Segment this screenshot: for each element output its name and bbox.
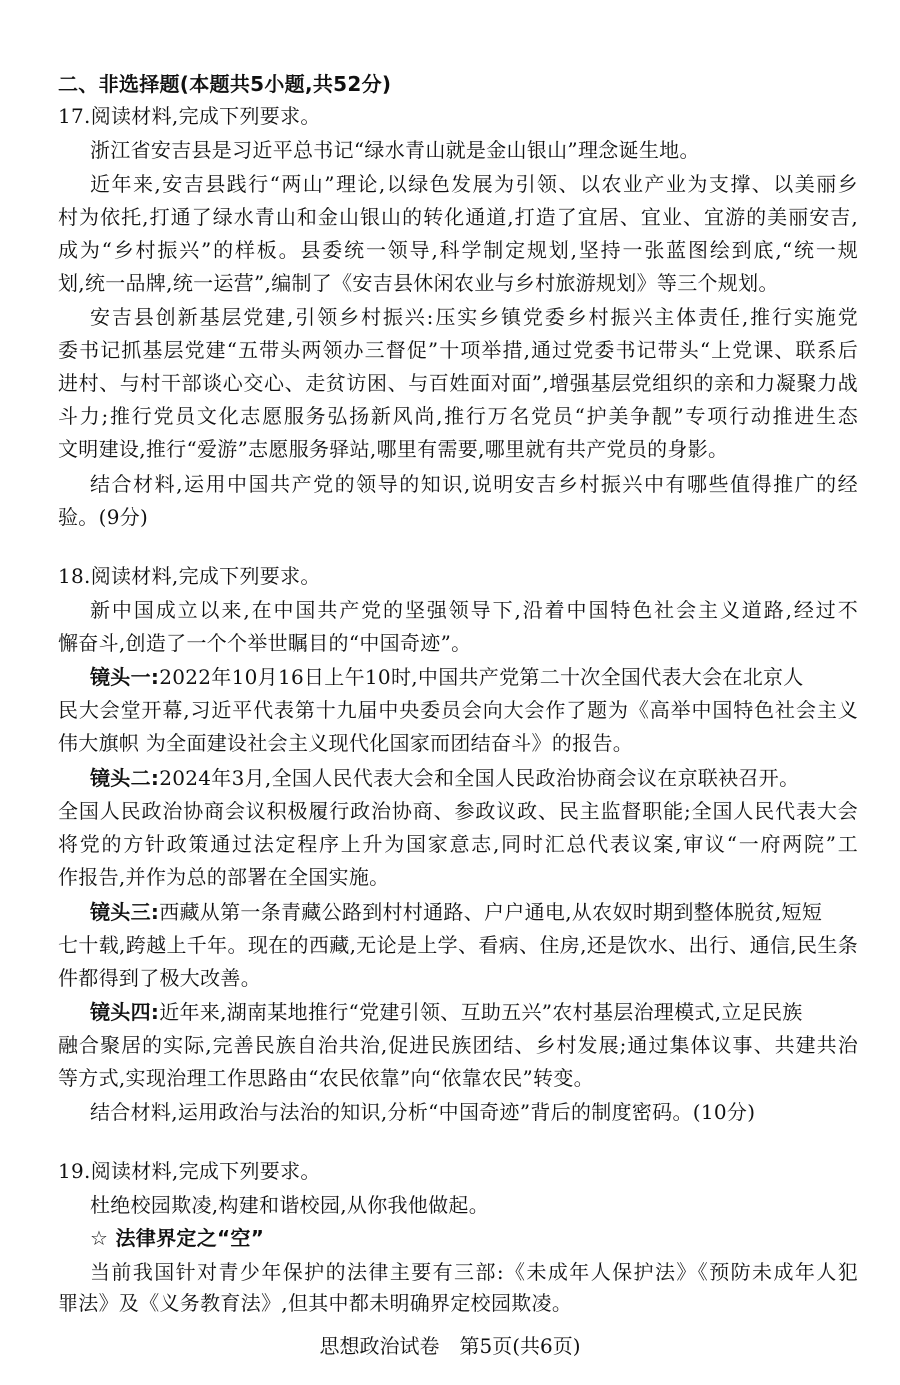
q18-shot3-line-3: 件都得到了极大改善。 (58, 966, 261, 990)
q17-ask-line-1: 结合材料,运用中国共产党的领导的知识,说明安吉乡村振兴中有哪些值得推广的经 (90, 472, 858, 496)
q18-shot1-line-2: 民大会堂开幕,习近平代表第十九届中央委员会向大会作了题为《高举中国特色社会主义 (58, 698, 858, 722)
q18-ask: 结合材料,运用政治与法治的知识,分析“中国奇迹”背后的制度密码。(10分) (90, 1100, 756, 1124)
q17-title: 17.阅读材料,完成下列要求。 (58, 104, 321, 128)
section-header: 二、非选择题(本题共5小题,共52分) (58, 72, 392, 96)
q18-shot4-line-3: 等方式,实现治理工作思路由“农民依靠”向“依靠农民”转变。 (58, 1066, 594, 1090)
q18-shot2-line-4: 作报告,并作为总的部署在全国实施。 (58, 865, 390, 889)
shot1-label: 镜头一: (90, 665, 160, 689)
q18-intro-line-2: 懈奋斗,创造了一个个举世瞩目的“中国奇迹”。 (58, 631, 472, 655)
q17-p2-line-4: 划,统一品牌,统一运营”,编制了《安吉县休闲农业与乡村旅游规划》等三个规划。 (58, 271, 779, 295)
q18-shot4-line-2: 融合聚居的实际,完善民族自治共治,促进民族团结、乡村发展;通过集体议事、共建共治 (58, 1033, 858, 1057)
q18-shot2-line-3: 将党的方针政策通过法定程序上升为国家意志,同时汇总代表议案,审议“一府两院”工 (58, 832, 858, 856)
q18-shot3-line-2: 七十载,跨越上千年。现在的西藏,无论是上学、看病、住房,还是饮水、出行、通信,民生条 (58, 933, 858, 957)
q17-p3-line-2: 委书记抓基层党建“五带头两领办三督促”十项举措,通过党委书记带头“上党课、联系后 (58, 338, 858, 362)
q17-p3-line-3: 进村、与村干部谈心交心、走贫访困、与百姓面对面”,增强基层党组织的亲和力凝聚力战 (58, 371, 858, 395)
q17-p3-line-4: 斗力;推行党员文化志愿服务弘扬新风尚,推行万名党员“护美争靓”专项行动推进生态 (58, 404, 858, 428)
q17-p2-line-2: 村为依托,打通了绿水青山和金山银山的转化通道,打造了宜居、宜业、宜游的美丽安吉, (58, 205, 858, 229)
q18-shot2-line-2: 全国人民政治协商会议积极履行政治协商、参政议政、民主监督职能;全国人民代表大会 (58, 799, 858, 823)
shot1-text: 2022年10月16日上午10时,中国共产党第二十次全国代表大会在北京人 (159, 665, 804, 689)
q17-p3-line-1: 安吉县创新基层党建,引领乡村振兴:压实乡镇党委乡村振兴主体责任,推行实施党 (90, 305, 858, 329)
q19-paragraph-1: 杜绝校园欺凌,构建和谐校园,从你我他做起。 (90, 1193, 490, 1217)
q18-intro-line-1: 新中国成立以来,在中国共产党的坚强领导下,沿着中国特色社会主义道路,经过不 (90, 598, 858, 622)
q17-p2-line-1: 近年来,安吉县践行“两山”理论,以绿色发展为引领、以农业产业为支撑、以美丽乡 (90, 172, 858, 196)
q19-p2-line-1: 当前我国针对青少年保护的法律主要有三部:《未成年人保护法》《预防未成年人犯 (90, 1260, 858, 1284)
q18-shot1-line-1 (90, 663, 858, 691)
q19-p2-line-2: 罪法》及《义务教育法》,但其中都未明确界定校园欺凌。 (58, 1291, 573, 1315)
q18-shot3-line-1 (90, 898, 858, 926)
page-footer: 思想政治试卷 第5页(共6页) (319, 1334, 581, 1358)
shot4-label: 镜头四: (90, 1000, 160, 1024)
q17-p2-line-3: 成为“乡村振兴”的样板。县委统一领导,科学制定规划,坚持一张蓝图绘到底,“统一规 (58, 238, 858, 262)
shot2-label: 镜头二: (90, 766, 160, 790)
shot3-label: 镜头三: (90, 900, 160, 924)
q17-paragraph-1: 浙江省安吉县是习近平总书记“绿水青山就是金山银山”理念诞生地。 (90, 138, 700, 162)
shot2-text: 2024年3月,全国人民代表大会和全国人民政治协商会议在京联袂召开。 (159, 766, 800, 790)
q17-p3-line-5: 文明建设,推行“爱游”志愿服务驿站,哪里有需要,哪里就有共产党员的身影。 (58, 437, 729, 461)
q17-ask-line-2: 验。(9分) (58, 505, 149, 529)
q19-subheading: ☆ 法律界定之“空” (90, 1226, 265, 1250)
shot4-text: 近年来,湖南某地推行“党建引领、互助五兴”农村基层治理模式,立足民族 (159, 1000, 803, 1024)
q19-title: 19.阅读材料,完成下列要求。 (58, 1159, 321, 1183)
q18-title: 18.阅读材料,完成下列要求。 (58, 564, 321, 588)
q18-shot1-line-3: 伟大旗帜 为全面建设社会主义现代化国家而团结奋斗》的报告。 (58, 731, 634, 755)
shot3-text: 西藏从第一条青藏公路到村村通路、户户通电,从农奴时期到整体脱贫,短短 (159, 900, 823, 924)
q18-shot2-line-1 (90, 764, 858, 792)
q18-shot4-line-1 (90, 998, 858, 1026)
